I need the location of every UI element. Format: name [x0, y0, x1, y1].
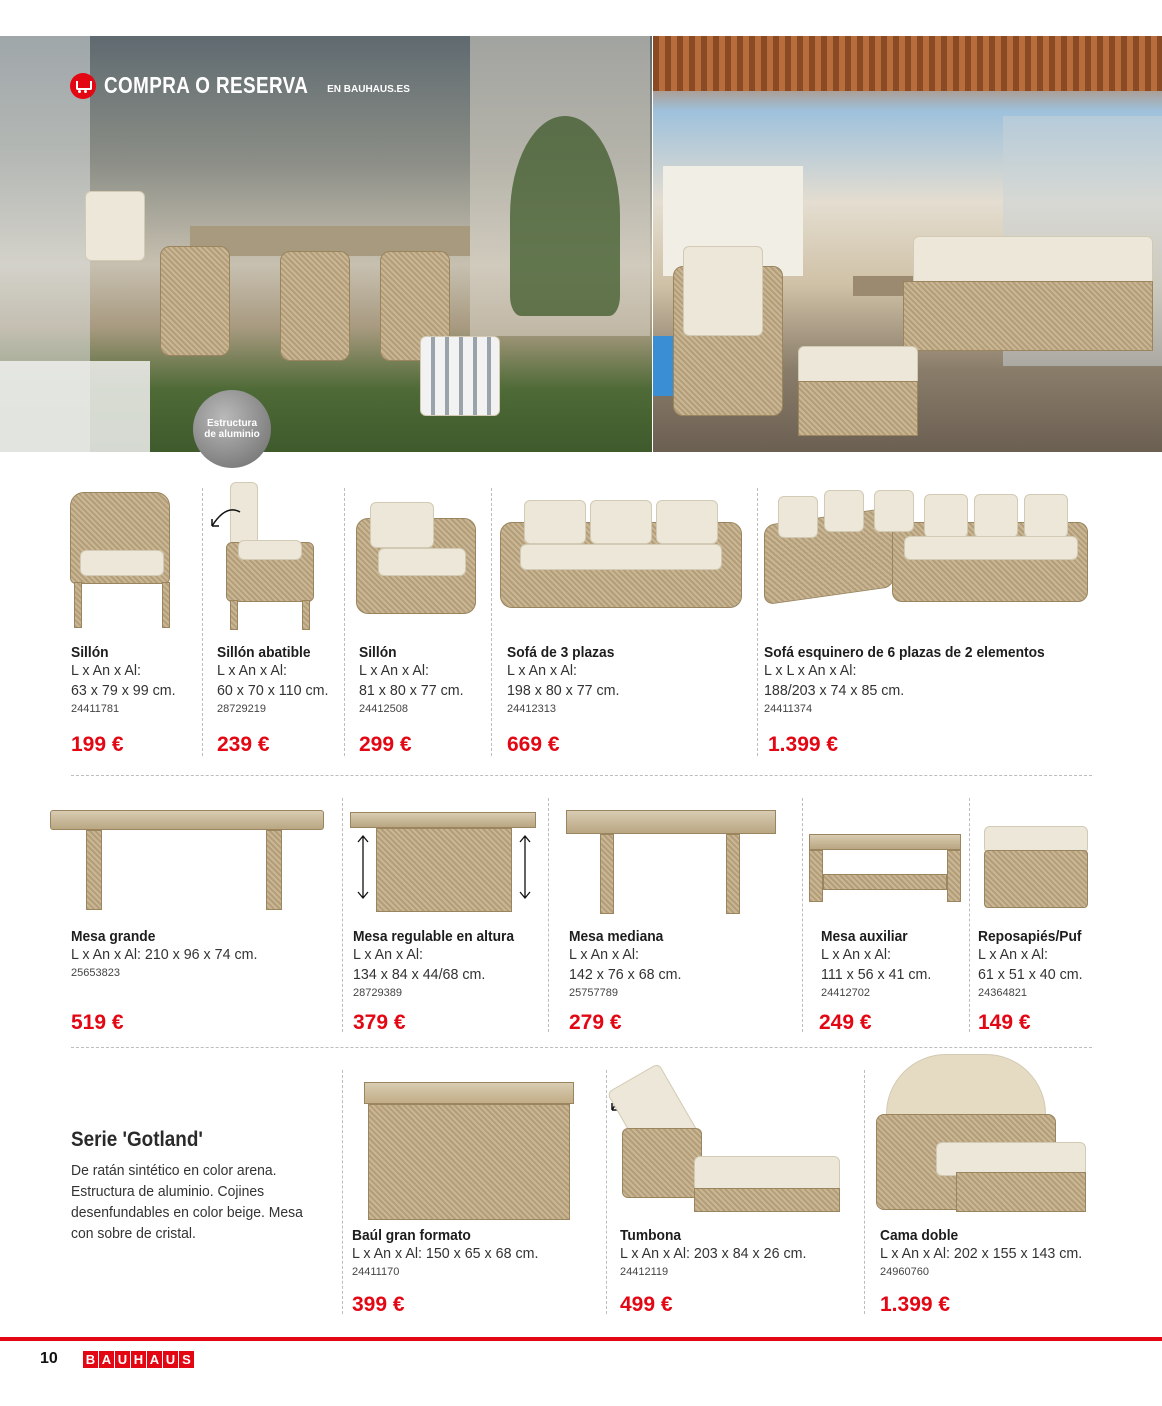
product-dim: L x An x Al: 203 x 84 x 26 cm.: [620, 1245, 807, 1262]
product-dim-label: L x L x An x Al:: [764, 662, 857, 679]
product-mesa-auxiliar[interactable]: [821, 928, 937, 999]
product-name: Mesa grande: [71, 928, 156, 945]
product-dim: 61 x 51 x 40 cm.: [978, 966, 1083, 983]
product-ref: 25757789: [569, 987, 618, 999]
aluminium-badge: Estructura de aluminio: [193, 390, 271, 468]
promo-site: EN BAUHAUS.ES: [327, 84, 410, 95]
product-tumbona[interactable]: [620, 1227, 816, 1278]
product-image-sillon-abatible: [208, 482, 320, 632]
recline-arrow-icon: [208, 502, 244, 532]
product-ref: 24960760: [880, 1266, 929, 1278]
price-sofa-3-plazas: 669 €: [507, 733, 560, 756]
product-image-baul: [364, 1082, 576, 1222]
product-image-mesa-regulable: [350, 812, 538, 912]
product-ref: 24411374: [764, 703, 813, 715]
product-ref: 24411781: [71, 703, 120, 715]
product-dim: 111 x 56 x 41 cm.: [821, 966, 932, 983]
product-name: Cama doble: [880, 1227, 959, 1244]
logo-letter: U: [163, 1351, 178, 1368]
product-mesa-regulable[interactable]: [353, 928, 528, 999]
product-name: Mesa mediana: [569, 928, 664, 945]
product-dim-label: L x An x Al:: [507, 662, 577, 679]
product-name: Sofá de 3 plazas: [507, 644, 615, 661]
hero-photo-lounge-set: [653, 36, 1162, 452]
product-ref: 28729389: [353, 987, 402, 999]
promo-banner[interactable]: [70, 72, 410, 99]
product-image-reposapies: [984, 826, 1090, 910]
height-arrow-icon: [518, 834, 532, 900]
height-arrow-icon: [356, 834, 370, 900]
product-name: Mesa regulable en altura: [353, 928, 515, 945]
product-name: Sillón abatible: [217, 644, 311, 661]
product-mesa-grande[interactable]: [71, 928, 267, 979]
product-image-sillon-2: [356, 498, 478, 622]
logo-letter: A: [147, 1351, 162, 1368]
product-name: Mesa auxiliar: [821, 928, 908, 945]
series-title: Serie 'Gotland': [71, 1128, 203, 1151]
price-tumbona: 499 €: [620, 1293, 673, 1316]
price-sillon-2: 299 €: [359, 733, 412, 756]
series-description: De ratán sintético en color arena. Estructura de aluminio. Cojines desenfundables en color beige. Mesa con sobre de cristal.: [71, 1162, 303, 1242]
product-sofa-3-plazas[interactable]: [507, 644, 625, 715]
product-dim: 60 x 70 x 110 cm.: [217, 682, 329, 699]
product-dim: L x An x Al: 150 x 65 x 68 cm.: [352, 1245, 539, 1262]
product-ref: 24412119: [620, 1266, 669, 1278]
product-name: Sillón: [359, 644, 397, 661]
product-name: Tumbona: [620, 1227, 682, 1244]
product-image-sofa-esquinero: [764, 486, 1092, 612]
product-ref: 28729219: [217, 703, 266, 715]
product-name: Reposapiés/Puf: [978, 928, 1082, 945]
product-sillon-abatible[interactable]: [217, 644, 334, 715]
shopping-cart-icon: [70, 73, 96, 99]
product-mesa-mediana[interactable]: [569, 928, 687, 999]
price-mesa-mediana: 279 €: [569, 1011, 622, 1034]
product-ref: 25653823: [71, 967, 120, 979]
product-ref: 24412313: [507, 703, 556, 715]
product-dim: 198 x 80 x 77 cm.: [507, 682, 620, 699]
product-dim: 188/203 x 74 x 85 cm.: [764, 682, 905, 699]
product-dim: L x An x Al: 210 x 96 x 74 cm.: [71, 946, 258, 963]
product-dim-label: L x An x Al:: [217, 662, 287, 679]
product-dim: 63 x 79 x 99 cm.: [71, 682, 176, 699]
price-mesa-regulable: 379 €: [353, 1011, 406, 1034]
price-sillon: 199 €: [71, 733, 124, 756]
product-image-sillon: [66, 492, 178, 628]
product-dim: 142 x 76 x 68 cm.: [569, 966, 682, 983]
logo-letter: U: [115, 1351, 130, 1368]
product-reposapies[interactable]: [978, 928, 1091, 999]
product-dim-label: L x An x Al:: [71, 662, 141, 679]
product-sillon-2[interactable]: [359, 644, 469, 715]
product-dim-label: L x An x Al:: [821, 946, 891, 963]
page-number: 10: [40, 1350, 58, 1367]
product-image-mesa-mediana: [566, 810, 778, 914]
footer-divider: [0, 1337, 1162, 1341]
logo-letter: H: [131, 1351, 146, 1368]
price-reposapies: 149 €: [978, 1011, 1031, 1034]
product-name: Baúl gran formato: [352, 1227, 471, 1244]
product-name: Sofá esquinero de 6 plazas de 2 elementos: [764, 644, 1045, 661]
product-dim-label: L x An x Al:: [978, 946, 1048, 963]
bauhaus-logo[interactable]: [83, 1351, 194, 1368]
price-mesa-grande: 519 €: [71, 1011, 124, 1034]
price-cama-doble: 1.399 €: [880, 1293, 951, 1316]
product-dim-label: L x An x Al:: [359, 662, 429, 679]
price-sillon-abatible: 239 €: [217, 733, 270, 756]
product-image-mesa-auxiliar: [809, 834, 963, 902]
product-sillon[interactable]: [71, 644, 181, 715]
product-image-mesa-grande: [50, 810, 326, 910]
product-ref: 24412702: [821, 987, 870, 999]
product-dim: 81 x 80 x 77 cm.: [359, 682, 464, 699]
product-dim-label: L x An x Al:: [569, 946, 639, 963]
product-ref: 24412508: [359, 703, 408, 715]
price-baul: 399 €: [352, 1293, 405, 1316]
logo-letter: B: [83, 1351, 98, 1368]
product-name: Sillón: [71, 644, 109, 661]
product-ref: 24411170: [352, 1266, 400, 1278]
product-image-tumbona: [604, 1064, 844, 1222]
promo-title: COMPRA O RESERVA: [104, 72, 309, 98]
product-cama-doble[interactable]: [880, 1227, 1093, 1278]
logo-letter: A: [99, 1351, 114, 1368]
product-dim: L x An x Al: 202 x 155 x 143 cm.: [880, 1245, 1083, 1262]
product-sofa-esquinero[interactable]: [764, 644, 1069, 715]
product-dim: 134 x 84 x 44/68 cm.: [353, 966, 486, 983]
product-ref: 24364821: [978, 987, 1027, 999]
product-image-sofa-3: [500, 500, 744, 616]
product-dim-label: L x An x Al:: [353, 946, 423, 963]
logo-letter: S: [179, 1351, 194, 1368]
price-mesa-auxiliar: 249 €: [819, 1011, 872, 1034]
hero-banner: [0, 36, 1162, 452]
product-image-cama-doble: [876, 1054, 1090, 1222]
price-sofa-esquinero: 1.399 €: [768, 733, 839, 756]
product-baul[interactable]: [352, 1227, 548, 1278]
